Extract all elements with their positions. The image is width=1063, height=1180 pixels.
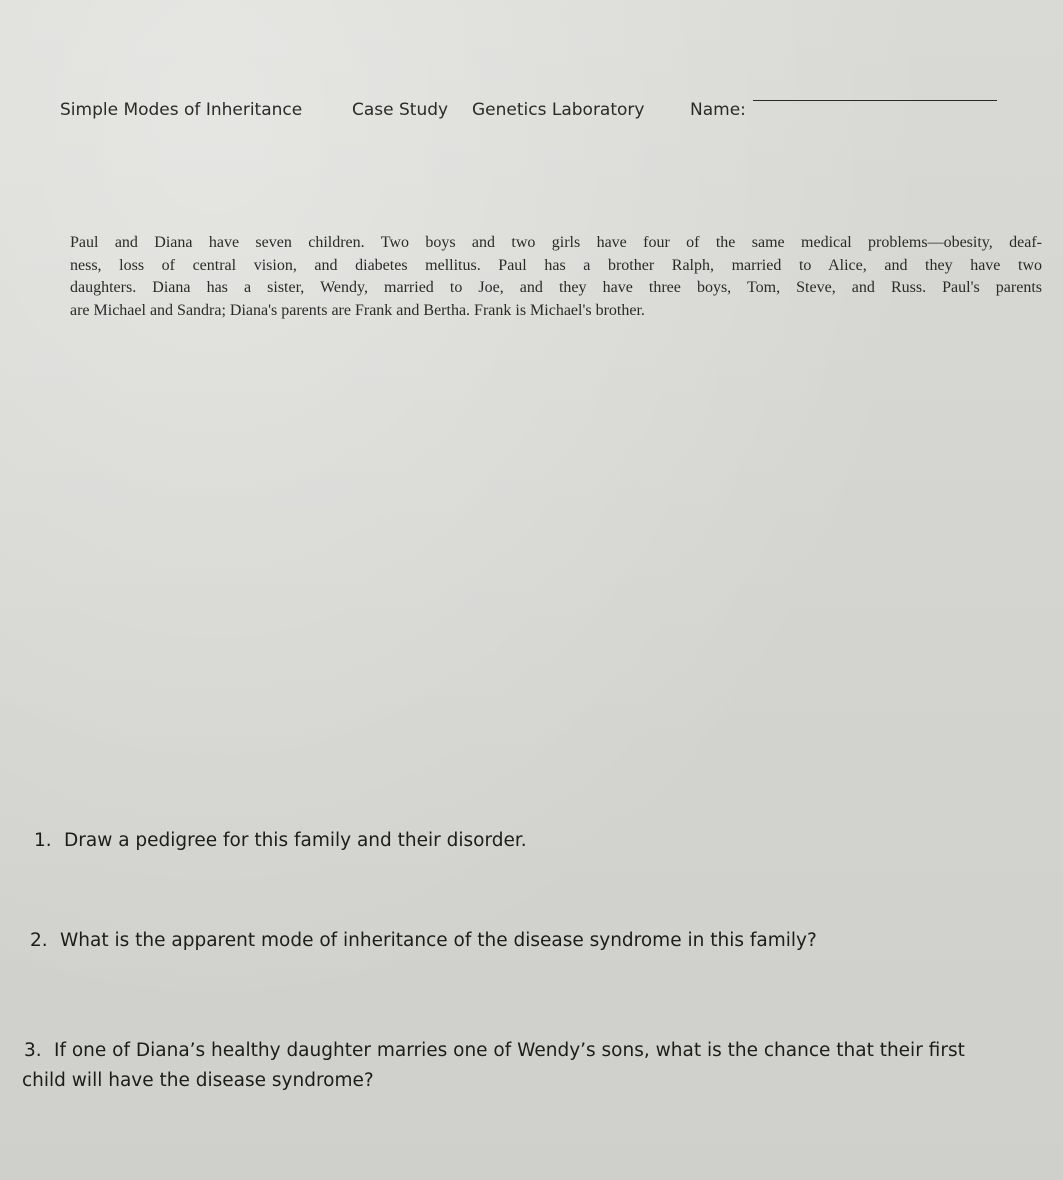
topic-title: Simple Modes of Inheritance <box>60 100 303 120</box>
question-number: 2. <box>30 930 48 951</box>
case-line: ness, loss of central vision, and diabetes mellitus. Paul has a brother Ralph, married to Alice, and they have two <box>70 256 1042 274</box>
question-number: 3. <box>24 1040 42 1061</box>
question-1 <box>34 826 527 856</box>
question-text-continued: child will have the disease syndrome? <box>22 1070 374 1091</box>
question-text: What is the apparent mode of inheritance of the disease syndrome in this family? <box>60 930 817 951</box>
name-label: Name: <box>690 100 746 120</box>
worksheet-header <box>60 100 1010 126</box>
case-line: Paul and Diana have seven children. Two boys and two girls have four of the same medical problems—obesity, deaf- <box>70 234 1042 251</box>
document-type: Case Study <box>352 100 449 120</box>
question-text: Draw a pedigree for this family and their disorder. <box>64 830 527 851</box>
case-study-paragraph <box>70 232 1045 322</box>
question-2 <box>30 926 817 956</box>
question-number: 1. <box>34 830 52 851</box>
case-line: daughters. Diana has a sister, Wendy, married to Joe, and they have three boys, Tom, Steve, and Russ. Paul's parents <box>70 279 1042 296</box>
question-3 <box>24 1036 1054 1096</box>
question-text: If one of Diana’s healthy daughter marries one of Wendy’s sons, what is the chance that their first <box>54 1040 965 1061</box>
course-name: Genetics Laboratory <box>472 100 645 120</box>
name-blank-line <box>753 100 997 101</box>
case-line: are Michael and Sandra; Diana's parents are Frank and Bertha. Frank is Michael's brother. <box>70 301 645 319</box>
